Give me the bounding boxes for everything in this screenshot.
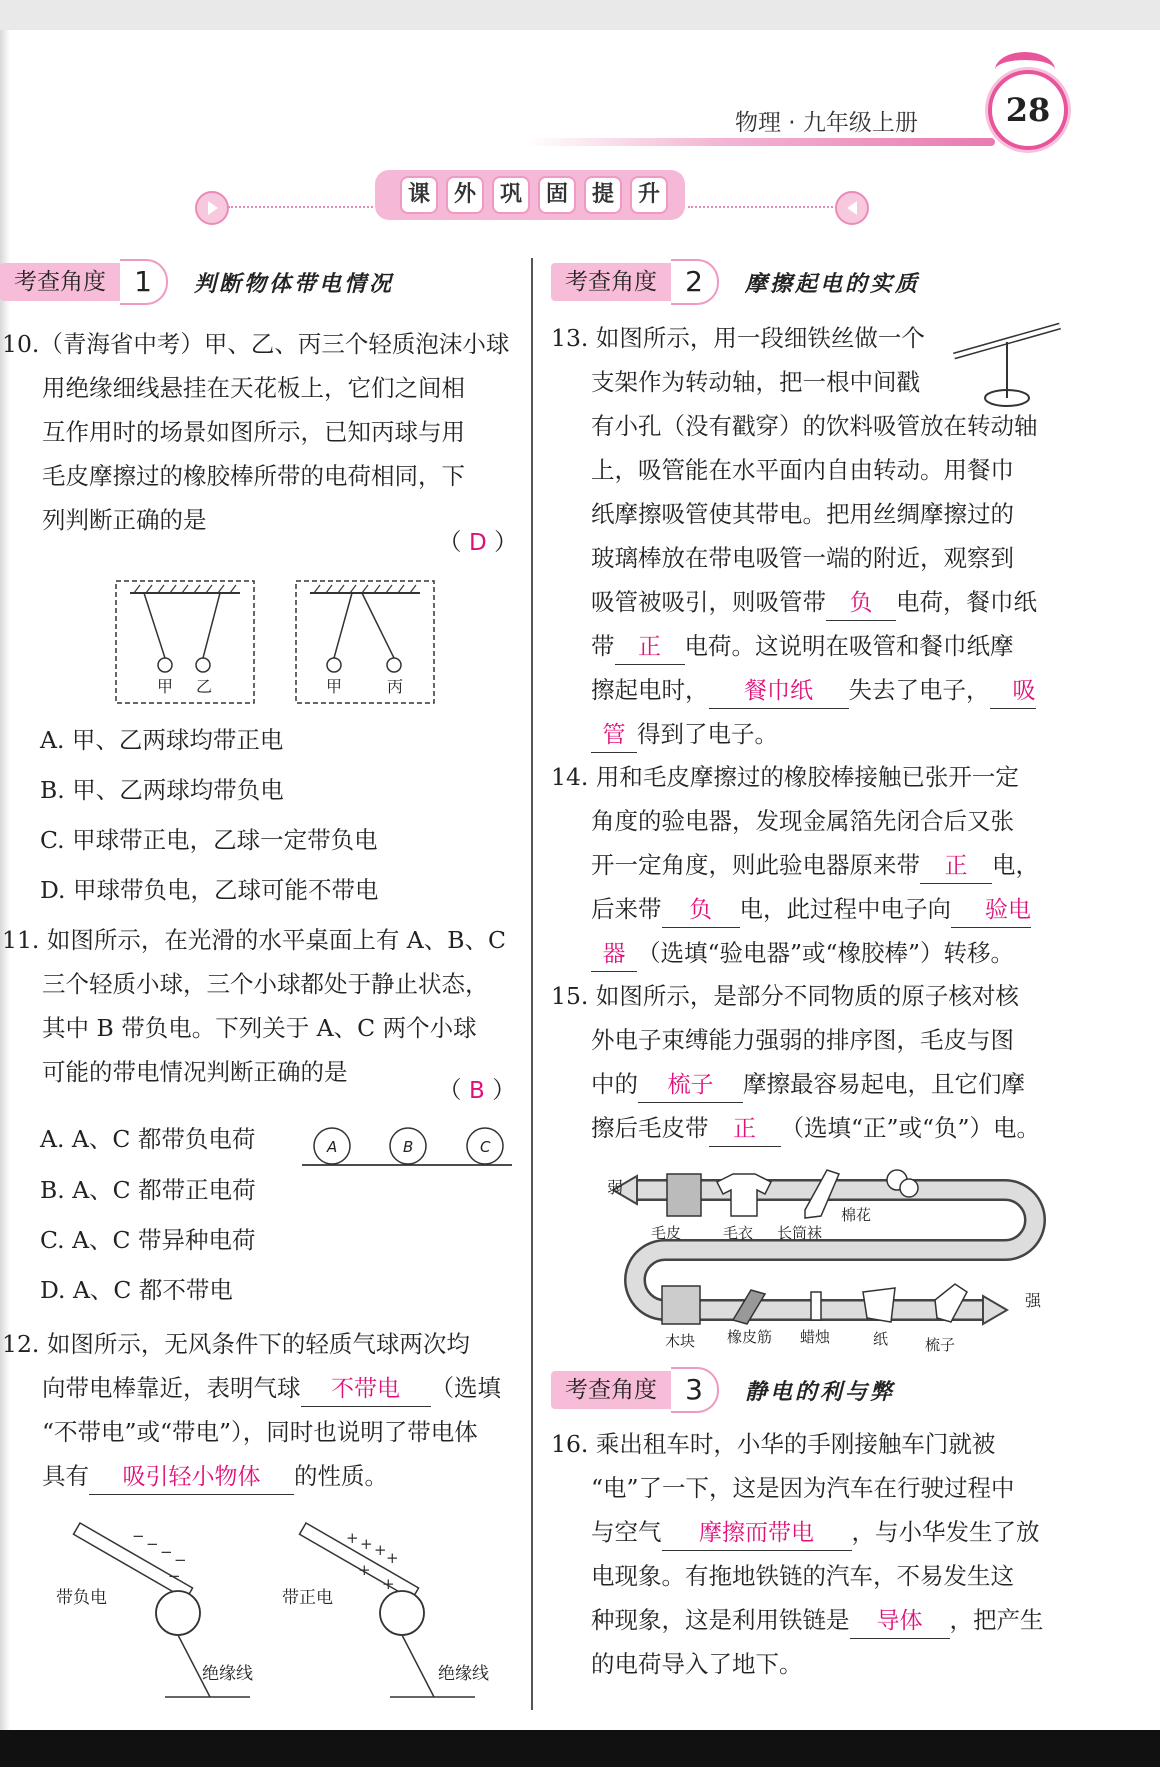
q10-answer-bracket: （ D ）: [438, 528, 518, 556]
q15-line: [551, 1106, 1040, 1150]
q10-label-jia: 甲: [157, 677, 174, 696]
wood-block-icon: [662, 1286, 700, 1324]
q13-line: 13. 如图所示，用一段细铁丝做一个: [551, 324, 925, 352]
svg-text:−: −: [168, 1567, 181, 1585]
q10-line: 毛皮摩擦过的橡胶棒所带的电荷相同，下: [42, 462, 465, 490]
q16-text: 种现象，这是利用铁链是: [591, 1606, 850, 1634]
svg-text:−: −: [160, 1543, 173, 1561]
banner-char: 固: [538, 176, 576, 214]
q15-item-top: 棉花: [841, 1206, 872, 1224]
svg-text:+: +: [374, 1541, 387, 1559]
q11-option-c: C. A、C 带异种电荷: [40, 1226, 256, 1254]
q15-item-bottom: 木块: [665, 1332, 696, 1350]
q16-text: 与空气: [591, 1518, 662, 1546]
svg-text:+: +: [360, 1535, 373, 1553]
page-number: 28: [1005, 91, 1051, 129]
question-15: [551, 974, 1040, 1150]
topic-number: 2: [671, 259, 719, 305]
q16-text: ，把产生: [949, 1606, 1044, 1634]
q10-line: 互作用时的场景如图所示，已知丙球与用: [42, 418, 465, 446]
q11-option-d: D. A、C 都不带电: [40, 1276, 233, 1304]
banner-dotted-right: [688, 206, 833, 208]
q13-answer-3: 餐巾纸: [709, 674, 849, 709]
q14-answer-3a: 验电: [951, 893, 1031, 928]
section-banner-title: [400, 176, 668, 214]
q14-answer-2: 负: [662, 893, 740, 928]
topic-tag-2: [551, 261, 920, 303]
q10-panel-left: [116, 581, 254, 703]
q13-text: 吸管被吸引，则吸管带: [591, 588, 826, 616]
candle-icon: [811, 1292, 821, 1320]
column-divider: [531, 258, 533, 1710]
topic-label: 考查角度: [0, 263, 120, 301]
q13-line: 玻璃棒放在带电吸管一端的附近，观察到: [591, 544, 1014, 572]
q11-line: 可能的带电情况判断正确的是: [42, 1058, 348, 1086]
topic-number: 3: [671, 1367, 719, 1413]
q15-item-bottom: 橡皮筋: [727, 1328, 773, 1346]
q12-line: “不带电”或“带电”），同时也说明了带电体: [42, 1418, 478, 1446]
q15-item-bottom: 梳子: [925, 1336, 956, 1354]
q13-answer-4b: 管: [591, 718, 637, 753]
q15-text: 摩擦最容易起电，且它们摩: [743, 1070, 1025, 1098]
q14-text: 电，: [992, 851, 1039, 879]
q12-text: 的性质。: [294, 1462, 388, 1490]
q14-text: 电，此过程中电子向: [739, 895, 951, 923]
q13-line: [551, 668, 1038, 712]
q15-text: 擦后毛皮带: [591, 1114, 709, 1142]
question-11: [2, 918, 506, 1094]
q10-label-yi: 乙: [196, 677, 213, 696]
q13-answer-4a: 吸: [990, 674, 1036, 709]
q15-answer-1: 梳子: [638, 1068, 743, 1103]
banner-arrow-right-icon: [195, 191, 229, 225]
topic-number: 1: [120, 259, 168, 305]
svg-text:+: +: [346, 1529, 359, 1547]
q13-line: 有小孔（没有戳穿）的饮料吸管放在转动轴: [591, 412, 1038, 440]
q15-item-top: 毛皮: [651, 1224, 682, 1242]
q10-label-bing: 丙: [387, 677, 404, 696]
screen-bottom-bar: [0, 1730, 1160, 1767]
q13-answer-2: 正: [615, 630, 685, 665]
q10-line: 10.（青海省中考）甲、乙、丙三个轻质泡沫小球: [2, 330, 510, 358]
q10-option-d: D. 甲球带负电，乙球可能不带电: [40, 876, 379, 904]
q15-item-top: 长筒袜: [777, 1224, 823, 1242]
q13-line: [551, 712, 1038, 756]
q15-line: 外电子束缚能力强弱的排序图，毛皮与图: [591, 1026, 1014, 1054]
q10-label-jia2: 甲: [326, 677, 343, 696]
q14-answer-3b: 器: [591, 937, 637, 972]
q13-line: [551, 624, 1038, 668]
q14-line: 角度的验电器，发现金属箔先闭合后又张: [591, 807, 1014, 835]
fur-icon: [667, 1174, 701, 1216]
q12-pos-rod-label: 带正电: [282, 1588, 333, 1608]
question-10: [2, 322, 509, 542]
q13-line: 纸摩擦吸管使其带电。把用丝绸摩擦过的: [591, 500, 1014, 528]
question-16: [551, 1422, 1044, 1686]
q11-option-b: B. A、C 都带正电荷: [40, 1176, 256, 1204]
svg-text:+: +: [382, 1575, 395, 1593]
topic-text: 判断物体带电情况: [194, 270, 395, 297]
header-title: 物理 · 九年级上册: [735, 110, 918, 136]
banner-arrow-left-icon: [835, 191, 869, 225]
svg-text:−: −: [132, 1527, 145, 1545]
q15-line: 15. 如图所示，是部分不同物质的原子核对核: [551, 982, 1019, 1010]
banner-char: 外: [446, 176, 484, 214]
q15-item-bottom: 蜡烛: [800, 1328, 831, 1346]
q12-negative-rod-diagram: [56, 1523, 253, 1697]
q14-line: [551, 843, 1039, 887]
q16-line: [551, 1510, 1044, 1554]
q12-thread-label-1: 绝缘线: [202, 1664, 253, 1684]
banner-dotted-left: [228, 206, 373, 208]
q10-line: 列判断正确的是: [42, 506, 207, 534]
q13-line: 上，吸管能在水平面内自由转动。用餐巾: [591, 456, 1014, 484]
q16-line: 的电荷导入了地下。: [591, 1650, 803, 1678]
svg-text:−: −: [146, 1535, 159, 1553]
svg-text:+: +: [386, 1549, 399, 1567]
q14-text: 后来带: [591, 895, 662, 923]
q12-neg-rod-label: 带负电: [56, 1588, 107, 1608]
svg-text:+: +: [358, 1561, 371, 1579]
q13-line: [551, 580, 1038, 624]
q10-figure: [112, 575, 442, 707]
q15-text: 中的: [591, 1070, 638, 1098]
topic-text: 摩擦起电的实质: [745, 270, 921, 297]
q11-answer: B: [468, 1078, 485, 1104]
topic-tag-3: [551, 1369, 895, 1411]
q13-text: 得到了电子。: [637, 720, 778, 748]
q11-ball-c: C: [480, 1138, 491, 1156]
q15-weak-label: 弱: [607, 1178, 624, 1197]
q11-line: 其中 B 带负电。下列关于 A、C 两个小球: [42, 1014, 477, 1042]
q16-line: “电”了一下，这是因为汽车在行驶过程中: [591, 1474, 1015, 1502]
q15-item-top: 毛衣: [723, 1224, 754, 1242]
q13-figure: [950, 318, 1065, 408]
q10-answer: D: [468, 530, 487, 556]
q11-ball-a: A: [327, 1138, 338, 1156]
q12-figure: [50, 1505, 520, 1705]
q12-text: 向带电棒靠近，表明气球: [42, 1374, 301, 1402]
q10-line: 用绝缘细线悬挂在天花板上，它们之间相: [42, 374, 465, 402]
q10-option-a: A. 甲、乙两球均带正电: [40, 726, 284, 754]
q14-text: 开一定角度，则此验电器原来带: [591, 851, 920, 879]
q14-line: [551, 887, 1039, 931]
q15-line: [551, 1062, 1040, 1106]
q10-option-b: B. 甲、乙两球均带负电: [40, 776, 284, 804]
q14-answer-1: 正: [920, 849, 992, 884]
q10-option-c: C. 甲球带正电，乙球一定带负电: [40, 826, 378, 854]
header-rule: [525, 138, 995, 146]
q12-positive-rod-diagram: [282, 1523, 489, 1697]
q16-line: [551, 1598, 1044, 1642]
q16-line: 电现象。有拖地铁链的汽车，不易发生这: [591, 1562, 1014, 1590]
question-14: [551, 755, 1039, 975]
q15-answer-2: 正: [709, 1112, 781, 1147]
topic-label: 考查角度: [551, 263, 671, 301]
page-number-badge: [988, 70, 1068, 150]
topic-tag-1: [0, 261, 394, 303]
q13-text: 电荷，餐巾纸: [896, 588, 1037, 616]
q11-option-a: A. A、C 都带负电荷: [40, 1125, 256, 1153]
q12-line: [2, 1366, 501, 1410]
q15-text: （选填“正”或“负”）电。: [780, 1114, 1041, 1142]
banner-char: 课: [400, 176, 438, 214]
q11-line: 三个轻质小球，三个小球都处于静止状态，: [42, 970, 489, 998]
q15-item-bottom: 纸: [873, 1330, 889, 1348]
topic-text: 静电的利与弊: [745, 1378, 896, 1405]
q13-line: 支架作为转动轴，把一根中间戳: [591, 368, 920, 396]
q11-answer-bracket: （ B ）: [438, 1076, 516, 1104]
q16-line: 16. 乘出租车时，小华的手刚接触车门就被: [551, 1430, 996, 1458]
question-12: [2, 1322, 501, 1498]
q15-strong-label: 强: [1025, 1291, 1042, 1310]
q12-line: 12. 如图所示，无风条件下的轻质气球两次均: [2, 1330, 470, 1358]
q13-text: 带: [591, 632, 615, 660]
q10-panel-right: [296, 581, 434, 703]
q15-ranking-figure: [605, 1160, 1050, 1355]
q14-text: （选填“验电器”或“橡胶棒”）转移。: [637, 939, 1015, 967]
banner-char: 巩: [492, 176, 530, 214]
q13-text: 擦起电时，: [591, 676, 709, 704]
q11-line: 11. 如图所示，在光滑的水平桌面上有 A、B、C: [2, 926, 507, 954]
strong-arrow-icon: [983, 1296, 1007, 1324]
q12-line: [2, 1454, 501, 1498]
q14-line: 14. 用和毛皮摩擦过的橡胶棒接触已张开一定: [551, 763, 1019, 791]
q11-figure: [300, 1125, 515, 1170]
banner-char: 提: [584, 176, 622, 214]
svg-text:−: −: [174, 1551, 187, 1569]
q12-answer-1: 不带电: [301, 1372, 431, 1407]
q12-answer-2: 吸引轻小物体: [89, 1460, 294, 1495]
q16-answer-1: 摩擦而带电: [662, 1516, 852, 1551]
topic-label: 考查角度: [551, 1371, 671, 1409]
q16-answer-2: 导体: [850, 1604, 950, 1639]
q12-thread-label-2: 绝缘线: [438, 1664, 489, 1684]
q13-answer-1: 负: [826, 586, 896, 621]
banner-char: 升: [630, 176, 668, 214]
q13-text: 失去了电子，: [848, 676, 990, 704]
q13-text: 电荷。这说明在吸管和餐巾纸摩: [684, 632, 1014, 660]
q12-text: （选填: [430, 1374, 501, 1402]
q12-text: 具有: [42, 1462, 89, 1490]
q16-text: ，与小华发生了放: [851, 1518, 1040, 1546]
q14-line: [551, 931, 1039, 975]
q11-ball-b: B: [403, 1138, 414, 1156]
paper-icon: [863, 1288, 895, 1322]
